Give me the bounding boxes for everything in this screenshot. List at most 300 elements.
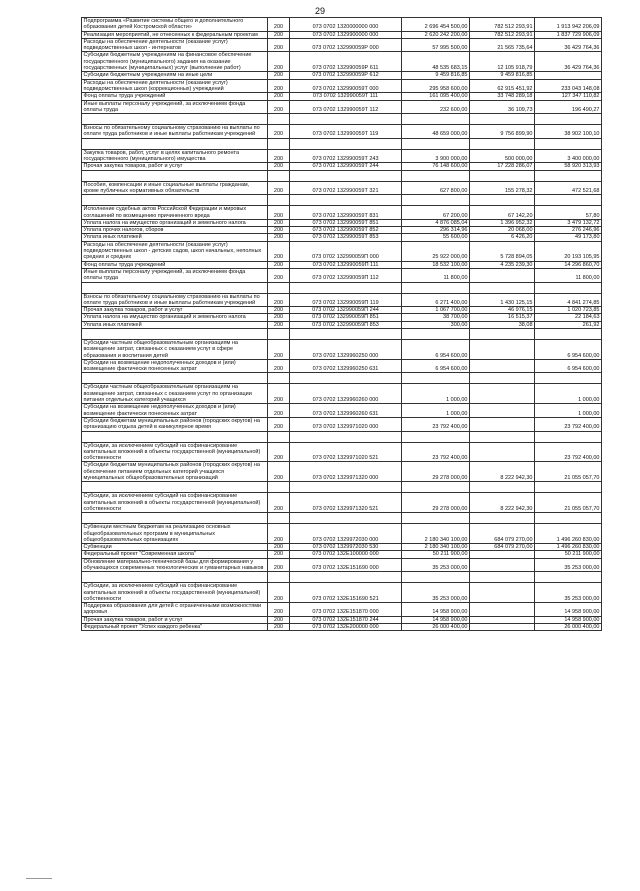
spacer-cell	[268, 170, 290, 181]
line-code-cell: 200	[268, 307, 290, 314]
spacer-cell	[535, 328, 602, 339]
unexecuted-amount-cell: 1 020 723,85	[535, 307, 602, 314]
expense-name-cell: Субсидии, за исключением субсидий на софинансирование капитальных вложений в объекты государственной (муниципальной) собственности	[82, 442, 268, 462]
table-row	[82, 307, 602, 314]
approved-amount-cell: 4 876 085,04	[402, 219, 470, 226]
spacer-cell	[268, 482, 290, 493]
spacer-cell	[402, 431, 470, 442]
spacer-cell	[535, 572, 602, 583]
expense-name-cell: Прочая закупка товаров, работ и услуг	[82, 307, 268, 314]
executed-amount-cell	[470, 624, 535, 631]
approved-amount-cell: 6 954 600,00	[402, 339, 470, 359]
unexecuted-amount-cell: 23 792 400,00	[535, 442, 602, 462]
expense-name-cell: Уплата налога на имущество организаций и земельного налога	[82, 219, 268, 226]
spacer-cell	[470, 373, 535, 384]
approved-amount-cell: 18 532 100,00	[402, 261, 470, 268]
spacer-cell	[82, 195, 268, 206]
classification-code-cell: 073 0702 132990059П 851	[290, 314, 402, 321]
unexecuted-amount-cell: 11 800,00	[535, 268, 602, 282]
expense-name-cell: Уплата налога на имущество организаций и земельного налога	[82, 314, 268, 321]
unexecuted-amount-cell: 50 211 900,00	[535, 551, 602, 558]
unexecuted-amount-cell: 21 055 057,70	[535, 462, 602, 482]
spacer-cell	[470, 513, 535, 524]
line-code-cell: 200	[268, 616, 290, 623]
table-row	[82, 583, 602, 603]
expense-name-cell: Субсидии бюджетным учреждениям на иные цели	[82, 72, 268, 79]
executed-amount-cell: 21 565 735,64	[470, 38, 535, 52]
approved-amount-cell: 1 067 700,00	[402, 307, 470, 314]
executed-amount-cell: 782 512 293,91	[470, 31, 535, 38]
line-code-cell: 200	[268, 52, 290, 72]
line-code-cell: 200	[268, 359, 290, 373]
unexecuted-amount-cell: 58 920 313,93	[535, 163, 602, 170]
table-row	[82, 321, 602, 328]
line-code-cell: 200	[268, 417, 290, 431]
unexecuted-amount-cell: 35 253 000,00	[535, 558, 602, 572]
spacer-cell	[82, 513, 268, 524]
executed-amount-cell: 36 109,73	[470, 100, 535, 114]
unexecuted-amount-cell: 36 429 764,36	[535, 52, 602, 72]
classification-code-cell: 073 0702 1329971020 521	[290, 442, 402, 462]
spacer-cell	[268, 195, 290, 206]
table-row	[82, 314, 602, 321]
expense-name-cell: Поддержка образования для детей с ограниченными возможностями здоровья	[82, 603, 268, 617]
expense-name-cell: Взносы по обязательному социальному страхованию на выплаты по оплате труда работников и иные выплаты работникам учреждений	[82, 125, 268, 139]
line-code-cell: 200	[268, 93, 290, 100]
classification-code-cell: 073 0702 132E151870 000	[290, 603, 402, 617]
classification-code-cell: 073 0702 1329972030 000	[290, 524, 402, 544]
spacer-cell	[535, 114, 602, 125]
executed-amount-cell	[470, 339, 535, 359]
table-row	[82, 79, 602, 93]
expense-name-cell: Прочая закупка товаров, работ и услуг	[82, 616, 268, 623]
spacer-cell	[290, 114, 402, 125]
approved-amount-cell: 161 095 400,00	[402, 93, 470, 100]
spacer-row	[82, 482, 602, 493]
approved-amount-cell: 23 792 400,00	[402, 442, 470, 462]
spacer-cell	[470, 114, 535, 125]
unexecuted-amount-cell	[535, 72, 602, 79]
line-code-cell: 200	[268, 624, 290, 631]
table-row	[82, 93, 602, 100]
classification-code-cell: 073 0702 132990059Т 853	[290, 234, 402, 241]
unexecuted-amount-cell: 1 000,00	[535, 404, 602, 418]
approved-amount-cell: 6 954 600,00	[402, 359, 470, 373]
unexecuted-amount-cell: 14 296 860,70	[535, 261, 602, 268]
table-row	[82, 493, 602, 513]
table-row	[82, 125, 602, 139]
unexecuted-amount-cell: 4 841 274,85	[535, 293, 602, 307]
spacer-cell	[470, 482, 535, 493]
line-code-cell: 200	[268, 181, 290, 195]
expense-name-cell: Субсидии бюджетным учреждениям на финансовое обеспечение государственного (муниципального) задания на оказание государственных (муниципальных) услуг (выполнение работ)	[82, 52, 268, 72]
executed-amount-cell: 33 748 289,18	[470, 93, 535, 100]
executed-amount-cell: 155 278,32	[470, 181, 535, 195]
spacer-cell	[268, 572, 290, 583]
approved-amount-cell: 76 148 600,00	[402, 163, 470, 170]
spacer-cell	[535, 482, 602, 493]
table-row	[82, 31, 602, 38]
approved-amount-cell: 26 000 400,00	[402, 624, 470, 631]
line-code-cell: 200	[268, 321, 290, 328]
table-row	[82, 18, 602, 32]
line-code-cell: 200	[268, 442, 290, 462]
spacer-row	[82, 138, 602, 149]
table-row	[82, 52, 602, 72]
expense-name-cell: Уплата иных платежей	[82, 321, 268, 328]
expense-name-cell: Субсидии, за исключением субсидий на софинансирование капитальных вложений в объекты государственной (муниципальной) собственности	[82, 583, 268, 603]
spacer-cell	[535, 138, 602, 149]
expense-name-cell: Фонд оплаты труда учреждений	[82, 93, 268, 100]
classification-code-cell: 073 0702 132990059Р 000	[290, 38, 402, 52]
approved-amount-cell: 1 000,00	[402, 404, 470, 418]
spacer-cell	[402, 170, 470, 181]
spacer-cell	[268, 431, 290, 442]
unexecuted-amount-cell: 127 347 110,82	[535, 93, 602, 100]
classification-code-cell: 073 0702 1329960260 631	[290, 404, 402, 418]
footer-mark	[26, 878, 52, 879]
classification-code-cell: 073 0702 132990059П 244	[290, 307, 402, 314]
approved-amount-cell: 50 211 900,00	[402, 551, 470, 558]
table-row	[82, 261, 602, 268]
table-row	[82, 404, 602, 418]
line-code-cell: 200	[268, 72, 290, 79]
spacer-cell	[535, 195, 602, 206]
classification-code-cell: 073 0702 132990059Т 831	[290, 206, 402, 220]
approved-amount-cell: 67 200,00	[402, 206, 470, 220]
spacer-cell	[402, 282, 470, 293]
line-code-cell: 200	[268, 38, 290, 52]
table-row	[82, 268, 602, 282]
approved-amount-cell: 23 792 400,00	[402, 417, 470, 431]
executed-amount-cell: 38,08	[470, 321, 535, 328]
line-code-cell: 200	[268, 241, 290, 261]
spacer-cell	[82, 328, 268, 339]
classification-code-cell: 073 0702 132990059П 000	[290, 241, 402, 261]
line-code-cell: 200	[268, 603, 290, 617]
spacer-cell	[402, 482, 470, 493]
executed-amount-cell: 16 515,37	[470, 314, 535, 321]
executed-amount-cell	[470, 616, 535, 623]
unexecuted-amount-cell: 38 902 100,10	[535, 125, 602, 139]
approved-amount-cell: 3 900 000,00	[402, 149, 470, 163]
unexecuted-amount-cell: 261,92	[535, 321, 602, 328]
line-code-cell: 200	[268, 583, 290, 603]
line-code-cell: 200	[268, 234, 290, 241]
executed-amount-cell	[470, 551, 535, 558]
executed-amount-cell: 500 000,00	[470, 149, 535, 163]
expense-name-cell: Расходы на обеспечение деятельности (оказание услуг) подведомственных школ (коррекционных) учреждений	[82, 79, 268, 93]
table-row	[82, 558, 602, 572]
spacer-cell	[535, 282, 602, 293]
classification-code-cell: 073 0702 132990059Т 321	[290, 181, 402, 195]
approved-amount-cell: 300,00	[402, 321, 470, 328]
spacer-cell	[470, 138, 535, 149]
spacer-row	[82, 170, 602, 181]
table-row	[82, 616, 602, 623]
classification-code-cell: 073 0702 132E151690 521	[290, 583, 402, 603]
expense-name-cell: Иные выплаты персоналу учреждений, за исключением фонда оплаты труда	[82, 100, 268, 114]
executed-amount-cell	[470, 268, 535, 282]
expense-name-cell: Закупка товаров, работ, услуг в целях капитального ремонта государственного (муниципального) имущества	[82, 149, 268, 163]
spacer-cell	[82, 138, 268, 149]
expense-name-cell: Федеральный проект "Современная школа"	[82, 551, 268, 558]
line-code-cell: 200	[268, 268, 290, 282]
table-row	[82, 234, 602, 241]
spacer-cell	[82, 170, 268, 181]
line-code-cell: 200	[268, 558, 290, 572]
executed-amount-cell: 8 222 942,30	[470, 493, 535, 513]
table-row	[82, 181, 602, 195]
classification-code-cell: 073 0702 132E100000 000	[290, 551, 402, 558]
line-code-cell: 200	[268, 79, 290, 93]
unexecuted-amount-cell: 20 193 105,95	[535, 241, 602, 261]
unexecuted-amount-cell: 6 954 600,00	[535, 339, 602, 359]
unexecuted-amount-cell: 472 521,68	[535, 181, 602, 195]
executed-amount-cell	[470, 442, 535, 462]
approved-amount-cell: 9 459 816,85	[402, 72, 470, 79]
classification-code-cell: 073 0702 1329960250 631	[290, 359, 402, 373]
expense-name-cell: Взносы по обязательному социальному страхованию на выплаты по оплате труда работников и иные выплаты работникам учреждений	[82, 293, 268, 307]
approved-amount-cell: 2 180 340 100,00	[402, 544, 470, 551]
classification-code-cell: 073 0702 1329971320 521	[290, 493, 402, 513]
unexecuted-amount-cell: 23 792 400,00	[535, 417, 602, 431]
classification-code-cell: 073 0702 132990059П 853	[290, 321, 402, 328]
spacer-cell	[535, 170, 602, 181]
spacer-cell	[268, 513, 290, 524]
executed-amount-cell: 5 728 894,05	[470, 241, 535, 261]
spacer-cell	[268, 328, 290, 339]
classification-code-cell: 073 0702 132990059Р 612	[290, 72, 402, 79]
classification-code-cell: 073 0702 132990059П 119	[290, 293, 402, 307]
approved-amount-cell: 14 958 900,00	[402, 603, 470, 617]
approved-amount-cell: 55 600,00	[402, 234, 470, 241]
spacer-cell	[268, 373, 290, 384]
approved-amount-cell: 38 700,00	[402, 314, 470, 321]
table-row	[82, 100, 602, 114]
table-row	[82, 227, 602, 234]
approved-amount-cell: 296 314,96	[402, 227, 470, 234]
executed-amount-cell: 684 079 270,00	[470, 524, 535, 544]
table-row	[82, 524, 602, 544]
spacer-row	[82, 373, 602, 384]
spacer-cell	[290, 138, 402, 149]
expense-name-cell: Исполнение судебных актов Российской Федерации и мировых соглашений по возмещению причиненного вреда	[82, 206, 268, 220]
spacer-cell	[290, 373, 402, 384]
expense-name-cell: Обновление материально-технической базы для формирования у обучающихся современных технологических и гуманитарных навыков	[82, 558, 268, 572]
unexecuted-amount-cell: 36 429 764,36	[535, 38, 602, 52]
expense-name-cell: Субсидии частным общеобразовательным организациям на возмещение затрат, связанных с оказанием услуг по организации питания отдельных категорий учащихся	[82, 384, 268, 404]
spacer-row	[82, 328, 602, 339]
line-code-cell: 200	[268, 31, 290, 38]
executed-amount-cell: 67 142,20	[470, 206, 535, 220]
line-code-cell: 200	[268, 125, 290, 139]
expense-name-cell: Расходы на обеспечение деятельности (оказание услуг) подведомственных школ - интернатов	[82, 38, 268, 52]
executed-amount-cell: 782 512 293,91	[470, 18, 535, 32]
expense-name-cell: Субвенции местным бюджетам на реализацию основных общеобразовательных программ в муниципальных общеобразовательных организациях	[82, 524, 268, 544]
unexecuted-amount-cell: 233 043 148,08	[535, 79, 602, 93]
line-code-cell: 200	[268, 339, 290, 359]
executed-amount-cell	[470, 558, 535, 572]
approved-amount-cell: 48 535 683,15	[402, 52, 470, 72]
executed-amount-cell: 1 396 952,32	[470, 219, 535, 226]
approved-amount-cell: 2 180 340 100,00	[402, 524, 470, 544]
unexecuted-amount-cell: 14 958 900,00	[535, 603, 602, 617]
expense-name-cell: Иные выплаты персоналу учреждений, за исключением фонда оплаты труда	[82, 268, 268, 282]
expense-name-cell: Субсидии частным общеобразовательным организациям на возмещение затрат, связанных с оказанием услуг в сфере образования и воспитания детей	[82, 339, 268, 359]
line-code-cell: 200	[268, 404, 290, 418]
executed-amount-cell: 4 235 239,30	[470, 261, 535, 268]
budget-table	[81, 17, 602, 631]
table-row	[82, 149, 602, 163]
spacer-cell	[268, 282, 290, 293]
spacer-cell	[470, 195, 535, 206]
table-row	[82, 551, 602, 558]
spacer-cell	[402, 328, 470, 339]
classification-code-cell: 073 0702 132990059Т 112	[290, 100, 402, 114]
classification-code-cell: 073 0702 132990059Р 611	[290, 52, 402, 72]
classification-code-cell: 073 0702 132990059Т 851	[290, 219, 402, 226]
expense-name-cell: Субсидии, за исключением субсидий на софинансирование капитальных вложений в объекты государственной (муниципальной) собственности	[82, 493, 268, 513]
executed-amount-cell: 1 430 125,15	[470, 293, 535, 307]
expense-name-cell: Подпрограмма «Развитие системы общего и дополнительного образования детей Костромской области»	[82, 18, 268, 32]
approved-amount-cell: 29 278 000,00	[402, 493, 470, 513]
classification-code-cell: 073 0702 132990059Т 000	[290, 79, 402, 93]
approved-amount-cell: 11 800,00	[402, 268, 470, 282]
spacer-cell	[290, 572, 402, 583]
spacer-cell	[290, 195, 402, 206]
spacer-cell	[402, 195, 470, 206]
spacer-cell	[402, 373, 470, 384]
spacer-cell	[535, 431, 602, 442]
table-row	[82, 359, 602, 373]
approved-amount-cell: 2 620 242 200,00	[402, 31, 470, 38]
unexecuted-amount-cell: 21 055 057,70	[535, 493, 602, 513]
table-row	[82, 462, 602, 482]
table-row	[82, 339, 602, 359]
executed-amount-cell: 20 068,00	[470, 227, 535, 234]
line-code-cell: 200	[268, 524, 290, 544]
spacer-cell	[82, 114, 268, 125]
classification-code-cell: 073 0702 132E200000 000	[290, 624, 402, 631]
line-code-cell: 200	[268, 493, 290, 513]
approved-amount-cell: 232 600,00	[402, 100, 470, 114]
spacer-row	[82, 282, 602, 293]
executed-amount-cell: 46 976,15	[470, 307, 535, 314]
unexecuted-amount-cell: 14 958 900,00	[535, 616, 602, 623]
classification-code-cell: 073 0702 1329960250 000	[290, 339, 402, 359]
approved-amount-cell: 2 696 454 500,00	[402, 18, 470, 32]
spacer-row	[82, 431, 602, 442]
approved-amount-cell: 14 958 900,00	[402, 616, 470, 623]
expense-name-cell: Субвенции	[82, 544, 268, 551]
line-code-cell: 200	[268, 462, 290, 482]
classification-code-cell: 073 0702 132990059Т 243	[290, 149, 402, 163]
table-row	[82, 417, 602, 431]
executed-amount-cell: 9 459 816,85	[470, 72, 535, 79]
unexecuted-amount-cell: 6 954 600,00	[535, 359, 602, 373]
expense-name-cell: Фонд оплаты труда учреждений	[82, 261, 268, 268]
line-code-cell: 200	[268, 206, 290, 220]
spacer-row	[82, 114, 602, 125]
classification-code-cell: 073 0702 1329900000 000	[290, 31, 402, 38]
classification-code-cell: 073 0702 1329972030 530	[290, 544, 402, 551]
spacer-cell	[268, 138, 290, 149]
spacer-cell	[402, 138, 470, 149]
executed-amount-cell	[470, 417, 535, 431]
approved-amount-cell: 295 958 600,00	[402, 79, 470, 93]
approved-amount-cell: 35 253 000,00	[402, 558, 470, 572]
executed-amount-cell: 17 228 286,07	[470, 163, 535, 170]
table-row	[82, 241, 602, 261]
unexecuted-amount-cell: 1 913 942 206,09	[535, 18, 602, 32]
executed-amount-cell	[470, 583, 535, 603]
table-row	[82, 206, 602, 220]
executed-amount-cell: 8 222 942,30	[470, 462, 535, 482]
unexecuted-amount-cell: 276 246,96	[535, 227, 602, 234]
approved-amount-cell: 29 278 000,00	[402, 462, 470, 482]
unexecuted-amount-cell: 1 496 260 830,00	[535, 544, 602, 551]
line-code-cell: 200	[268, 18, 290, 32]
classification-code-cell: 073 0702 132990059П 111	[290, 261, 402, 268]
approved-amount-cell: 35 253 000,00	[402, 583, 470, 603]
spacer-cell	[82, 431, 268, 442]
table-row	[82, 442, 602, 462]
unexecuted-amount-cell: 3 479 132,72	[535, 219, 602, 226]
executed-amount-cell	[470, 359, 535, 373]
spacer-cell	[268, 114, 290, 125]
spacer-cell	[82, 482, 268, 493]
spacer-row	[82, 195, 602, 206]
line-code-cell: 200	[268, 544, 290, 551]
table-row	[82, 603, 602, 617]
table-row	[82, 293, 602, 307]
classification-code-cell: 073 0702 132990059Т 244	[290, 163, 402, 170]
spacer-cell	[290, 328, 402, 339]
line-code-cell: 200	[268, 100, 290, 114]
unexecuted-amount-cell: 26 000 400,00	[535, 624, 602, 631]
budget-table-body	[82, 18, 602, 631]
unexecuted-amount-cell: 57,80	[535, 206, 602, 220]
executed-amount-cell	[470, 384, 535, 404]
expense-name-cell: Расходы на обеспечение деятельности (оказание услуг) подведомственных школ - детских садов, школ начальных, неполных средних и средних	[82, 241, 268, 261]
line-code-cell: 200	[268, 163, 290, 170]
approved-amount-cell: 1 000,00	[402, 384, 470, 404]
spacer-cell	[290, 170, 402, 181]
expense-name-cell: Субсидии бюджетам муниципальных районов (городских округов) на организацию отдыха детей в каникулярное время	[82, 417, 268, 431]
executed-amount-cell	[470, 603, 535, 617]
line-code-cell: 200	[268, 314, 290, 321]
classification-code-cell: 073 0702 132E151870 244	[290, 616, 402, 623]
approved-amount-cell: 25 922 000,00	[402, 241, 470, 261]
spacer-cell	[82, 572, 268, 583]
spacer-row	[82, 572, 602, 583]
spacer-cell	[290, 282, 402, 293]
spacer-cell	[290, 482, 402, 493]
spacer-cell	[535, 513, 602, 524]
unexecuted-amount-cell: 49 173,80	[535, 234, 602, 241]
table-row	[82, 384, 602, 404]
spacer-cell	[470, 170, 535, 181]
executed-amount-cell: 6 426,20	[470, 234, 535, 241]
expense-name-cell: Уплата иных платежей	[82, 234, 268, 241]
classification-code-cell: 073 0702 1320000000 000	[290, 18, 402, 32]
executed-amount-cell: 9 756 899,90	[470, 125, 535, 139]
expense-name-cell: Субсидии на возмещение недополученных доходов и (или) возмещение фактически понесенных затрат	[82, 404, 268, 418]
executed-amount-cell: 12 105 918,79	[470, 52, 535, 72]
unexecuted-amount-cell: 1 496 260 830,00	[535, 524, 602, 544]
classification-code-cell: 073 0702 1329971020 000	[290, 417, 402, 431]
